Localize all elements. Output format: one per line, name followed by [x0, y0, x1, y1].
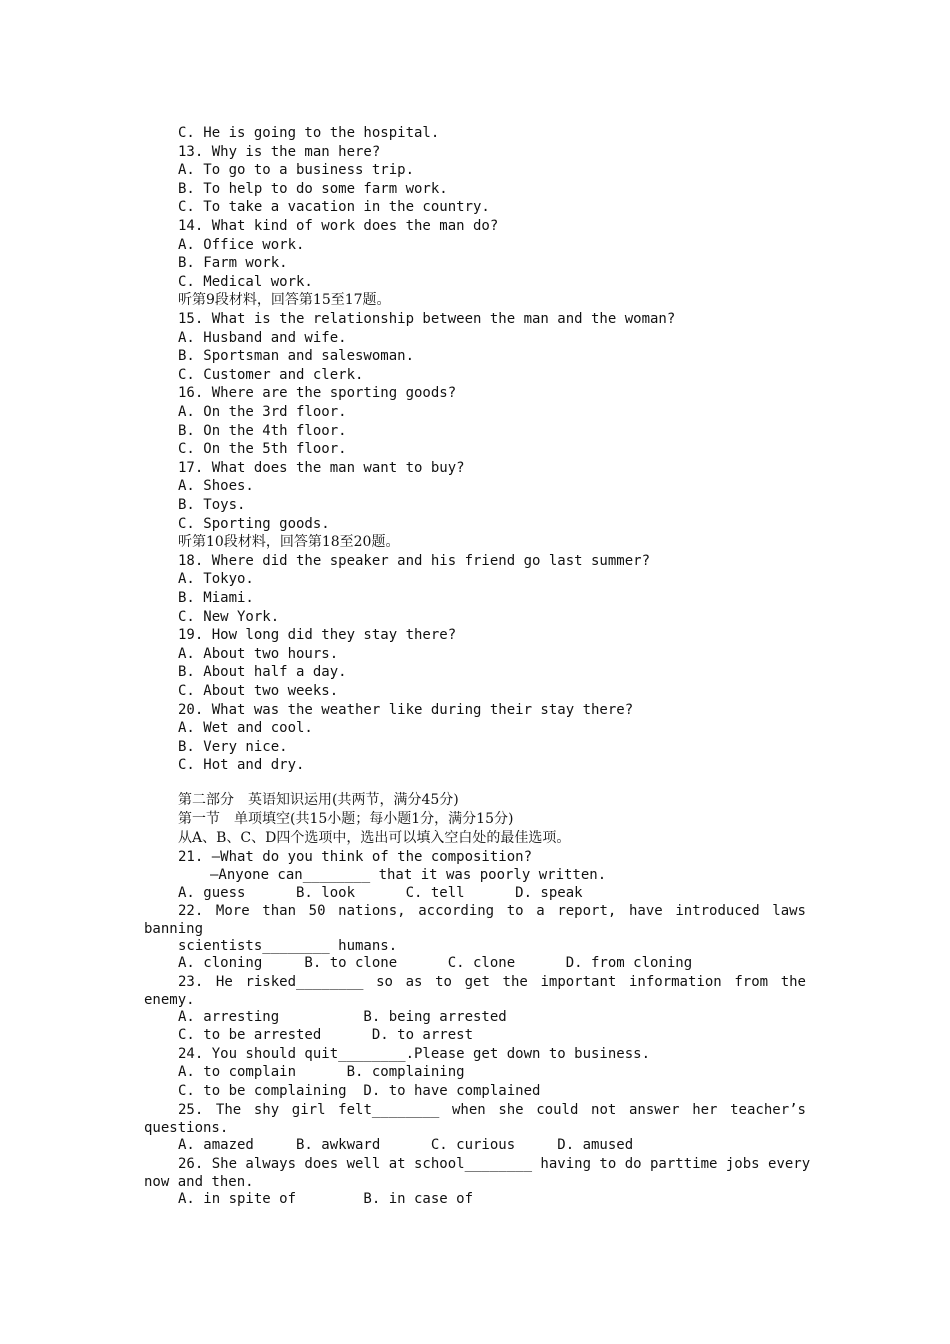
question-14: 14. What kind of work does the man do? — [178, 218, 499, 234]
text-line: A. About two hours. — [178, 646, 339, 662]
question-20: 20. What was the weather like during their stay there? — [178, 702, 634, 718]
question-18: 18. Where did the speaker and his friend go last summer? — [178, 553, 651, 569]
question-22-options: A. cloning B. to clone C. clone D. from cloning — [178, 955, 693, 971]
text-line: B. Toys. — [178, 497, 246, 513]
question-21: 21. —What do you think of the composition? — [178, 849, 533, 865]
text-line: C. Hot and dry. — [178, 757, 305, 773]
section-heading: 第一节 单项填空(共15小题；每小题1分，满分15分) — [178, 811, 514, 827]
question-23-continued: enemy. — [144, 992, 195, 1008]
text-line: A. Wet and cool. — [178, 720, 313, 736]
text-line: A. Office work. — [178, 237, 305, 253]
text-line: B. Miami. — [178, 590, 254, 606]
text-line: C. He is going to the hospital. — [178, 125, 440, 141]
text-line: B. Sportsman and saleswoman. — [178, 348, 415, 364]
text-line: B. To help to do some farm work. — [178, 181, 448, 197]
text-line: C. Medical work. — [178, 274, 313, 290]
text-line: A. To go to a business trip. — [178, 162, 415, 178]
question-13: 13. Why is the man here? — [178, 144, 381, 160]
text-line: C. Customer and clerk. — [178, 367, 364, 383]
section-instruction: 从A、B、C、D四个选项中，选出可以填入空白处的最佳选项。 — [178, 830, 571, 846]
question-24-options: C. to be complaining D. to have complained — [178, 1083, 541, 1099]
question-26-continued: now and then. — [144, 1174, 254, 1190]
question-26: 26. She always does well at school________ having to do parttime jobs every — [178, 1156, 811, 1172]
text-line: B. Very nice. — [178, 739, 288, 755]
listening-instruction-9: 听第9段材料，回答第15至17题。 — [178, 292, 391, 308]
question-22-continued: scientists________ humans. — [178, 938, 398, 954]
question-22: 22. More than 50 nations, according to a report, have introduced laws — [178, 903, 806, 919]
question-25: 25. The shy girl felt________ when she could not answer her teacher’s — [178, 1102, 806, 1118]
text-line: C. On the 5th floor. — [178, 441, 347, 457]
text-line: A. On the 3rd floor. — [178, 404, 347, 420]
question-17: 17. What does the man want to buy? — [178, 460, 465, 476]
question-24: 24. You should quit________.Please get down to business. — [178, 1046, 651, 1062]
question-19: 19. How long did they stay there? — [178, 627, 457, 643]
question-24-options: A. to complain B. complaining — [178, 1064, 465, 1080]
text-line: B. Farm work. — [178, 255, 288, 271]
text-line: C. New York. — [178, 609, 280, 625]
text-line: B. On the 4th floor. — [178, 423, 347, 439]
listening-instruction-10: 听第10段材料，回答第18至20题。 — [178, 534, 400, 550]
question-16: 16. Where are the sporting goods? — [178, 385, 457, 401]
question-25-continued: questions. — [144, 1120, 229, 1136]
question-23: 23. He risked________ so as to get the important information from the — [178, 974, 806, 990]
question-15: 15. What is the relationship between the man and the woman? — [178, 311, 676, 327]
text-line: C. Sporting goods. — [178, 516, 330, 532]
text-line: B. About half a day. — [178, 664, 347, 680]
question-21-options: A. guess B. look C. tell D. speak — [178, 885, 583, 901]
question-22-continued: banning — [144, 921, 204, 937]
question-21-reply: —Anyone can________ that it was poorly written. — [210, 867, 607, 883]
text-line: C. To take a vacation in the country. — [178, 199, 490, 215]
text-line: A. Shoes. — [178, 478, 254, 494]
question-23-options: A. arresting B. being arrested — [178, 1009, 507, 1025]
question-23-options: C. to be arrested D. to arrest — [178, 1027, 474, 1043]
text-line: A. Husband and wife. — [178, 330, 347, 346]
part-heading: 第二部分 英语知识运用(共两节，满分45分) — [178, 792, 459, 808]
question-25-options: A. amazed B. awkward C. curious D. amused — [178, 1137, 634, 1153]
text-line: C. About two weeks. — [178, 683, 339, 699]
question-26-options: A. in spite of B. in case of — [178, 1191, 474, 1207]
text-line: A. Tokyo. — [178, 571, 254, 587]
